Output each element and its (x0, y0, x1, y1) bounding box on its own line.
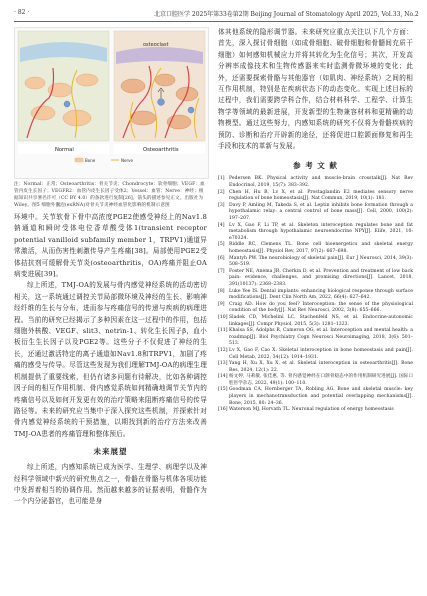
references-title: 参 考 文 献 (293, 161, 338, 171)
reference-number: [7] (218, 268, 225, 274)
reference-item (218, 328, 413, 348)
figure-illustration (15, 28, 208, 178)
right-column (218, 27, 413, 414)
reference-number: [9] (218, 301, 225, 307)
reference-item (218, 190, 413, 203)
reference-text: 杨文婷, 马莉敏, 张佳惠, 等. 骨内感觉神经在口颌骨稳态中的作用机制研究进展[J]. 国际口腔医学杂志, 2022, 49(1): 100–110. (229, 374, 413, 386)
reference-text: Chen H, Hu B, Lv X, et al. Prostaglandin E2 mediates sensory nerve regulation of bone homeostasis[J]. Nat Commun, 2019, 10(1): 181. (229, 189, 413, 202)
reference-item (218, 387, 413, 407)
page-header (14, 9, 419, 20)
reference-item (218, 203, 413, 223)
reference-number: [6] (218, 255, 225, 261)
label-normal: Normal (55, 147, 74, 153)
reference-item (218, 256, 413, 269)
reference-text: Khalsa SS, Adolphs R, Cameron OG, et al. Interoception and mental health: a roadmap[J]. Biol Psychiatry Cogn Neurosci Neuroimaging, 2018, 3(6): 501–513. (229, 328, 413, 347)
body-paragraph: 综上所述，内感知系统已成为医学、生理学、病理学以及神经科学领域中新兴的研究焦点之一，骨骼在骨骼与机体各项功能中发挥着相当的协调作用。然而越来越多的证据表明，骨骼作为一个内分泌器官，也可能是身 (14, 463, 207, 506)
reference-item (218, 223, 413, 243)
figure-5 (14, 27, 209, 179)
reference-text: Mantyh PW. The neurobiology of skeletal pain[J]. Eur J Neurosci, 2014, 39(3): 508–519. (229, 255, 413, 268)
reference-number: [12] (218, 347, 228, 353)
reference-number: [3] (218, 202, 225, 208)
body-paragraph: 环境中。关节软骨下骨中高浓度PGE2使感受神经上的Nav1.8钠通道和瞬时受体电位香草酸受体1(transient receptor potential vanilloid subfamily member 1，TRPV1)通道异常激活，从而伤害性刺激传导产生疼痛[38]。局部使用PGE2受体拮抗剂可缓解骨关节炎(osteoarthritis，OA)疼痛并阻止OA病变进展[39]。 (14, 213, 207, 279)
section-title: 未来展望 (93, 447, 128, 457)
reference-item (218, 407, 413, 414)
reference-text: Foster NE, Anema JR, Cherkin D, et al. Prevention and treatment of low back pain: evidence, challenges, and promising directions[J]. Lancet, 2018, 391(10137): 2368–2383. (229, 268, 413, 287)
reference-text: Goodman CA, Hornberger TA, Robling AG. Bone and skeletal muscle: key players in mechanotransduction and potential overlapping mechanisms[J]. Bone, 2015, 80: 24–36. (229, 387, 413, 406)
reference-number: [2] (218, 189, 225, 195)
reference-item (218, 242, 413, 255)
label-osteoclast: osteoclast (143, 42, 169, 48)
reference-text: Davy P, Amling M, Takeda S, et al. Leptin inhibits bone formation through a hypothalamic relay: a central control of bone mass[J]. Cell, 2000, 100(2): 197–207. (229, 202, 413, 222)
reference-number: [1] (218, 176, 225, 182)
reference-text: Lv X, Gao F, Cao X. Skeletal interoception in bone homeostasis and pain[J]. Cell Metab, 2022, 34(12): 1914–1931. (229, 347, 413, 360)
reference-number: [15] (218, 387, 228, 393)
reference-text: Waterson MJ, Horvath TL. Neuronal regulation of energy homeostasis (229, 407, 394, 413)
legend-bone: Bone (85, 158, 96, 163)
reference-text: Riddle RC, Clemens TL. Bone cell bioenergetics and skeletal energy homeostasis[J]. Physiol Rev, 2017, 97(2): 667–698. (229, 242, 413, 254)
reference-text: Yang H, Xu X, Xu X, et al. Skeletal interoception in osteoarthritis[J]. Bone Res, 2024, 12(1): 22. (229, 361, 413, 373)
reference-item (218, 361, 413, 374)
reference-number: [14] (218, 374, 228, 380)
body-paragraph: 体其他系统的隐形调节器。未来研究应重点关注以下几个方面：首先，深入探讨骨细胞（如成骨细胞、破骨细胞和骨髓间充质干细胞）如何感知机械应力并将其转化为生化信号；其次，开发高分辨率成像技术和生物传感器来实时监测骨微环境的变化；此外，还需要探索骨骼与其他器官（如肌肉、神经系统）之间的相互作用机制，特别是在疾病状态下的动态变化。实现上述目标的过程中，我们需要跨学科合作，结合材料科学、工程学、计算生物学等领域的最新进展，开发新型的生物兼容材料和更精确的动物模型。通过这些努力，内感知系统的研究不仅将为骨骼疾病的预防、诊断和治疗开辟新的途径，还将促进口腔颌面修复和再生手段和技术的革新与发展。 (218, 28, 413, 151)
reference-item (218, 269, 413, 289)
reference-number: [13] (218, 361, 228, 367)
reference-item (218, 302, 413, 315)
reference-item (218, 176, 413, 189)
header-rule (14, 21, 413, 22)
legend-bone-swatch (75, 158, 83, 162)
references-list (218, 176, 413, 413)
reference-number: [16] (218, 407, 228, 413)
reference-number: [8] (218, 288, 225, 294)
left-column (14, 27, 207, 508)
reference-item (218, 315, 413, 328)
reference-number: [4] (218, 222, 225, 228)
reference-text: Luke Yee IS. Dental implants: enhancing biological response through surface modifications[J]. Dent Clin North Am, 2022, 66(4): 627–642. (229, 288, 413, 301)
reference-number: [10] (218, 314, 228, 320)
label-osteoarthritis: Osteoarthritis (143, 147, 179, 153)
reference-item (218, 289, 413, 302)
reference-text: Sladek CD, Michelini LC, Stachenfeld NS, et al. Endocrine-autonomic linkages[J]. Compr Physiol, 2015, 5(3): 1281–1323. (229, 314, 413, 327)
journal-title: 北京口腔医学 2025年第33卷第2期 Beijing Journal of Stomatology April 2025, Vol.33, No.2 (154, 11, 419, 18)
reference-text: Pedersen BK. Physical activity and muscle-brain crosstalk[J]. Nat Rev Endocrinol, 2019, 15(7): 383–392. (229, 176, 413, 189)
reference-item (218, 348, 413, 361)
reference-text: Lv X, Gao F, Li TP, et al. Skeleton interoception regulates bone and fat metabolism through hypothalamic neuroendocrine NPY[J]. Elife, 2021, 10: e70324. (229, 222, 413, 241)
reference-number: [11] (218, 328, 228, 334)
figure-caption: 注：Normal：正常；Osteoarthritis：骨关节炎；Chondrocyte：软骨细胞；VEGF：血管内皮生长因子；VEGFR2：血管内皮生长因子受体2；Vessel：血管；Nerve：神经；根据知识共享署名许可（CC BY 4.0）的条款进行复制[26]。箭头的描述参见正文。出版社为Wiley。图5 细胞外囊泡(exRNA)对骨关节炎神经血管化影响的机制示意图 (14, 182, 205, 208)
page-number: · 82 · (14, 9, 30, 16)
reference-item (218, 374, 413, 387)
reference-text: Craig AD. How do you feel? Interoception: the sense of the physiological condition of the body[J]. Nat Rev Neurosci, 2002, 3(8): 655–666. (229, 301, 413, 314)
body-paragraph: 综上所述，TMJ-OA的发展与骨内感觉神经系统的活动密切相关，这一系统通过调控关节局部微环境及神经的生长、影响神经纤维的生长与分布，进而参与疼痛信号的传递与疾病的病理进程。当前的研究已经揭示了多种因素在这一过程中的作用，包括细胞外核酸、VEGF、slit3、netrin-1、转化生长因子β，血小板衍生生长因子以及PGE2等。这些分子不仅促进了神经的生长，还通过激活特定的离子通道如Nav1.8和TRPV1，加剧了疼痛的感受与传导。尽管这些发现为我们理解TMJ-OA的病理生理机制提供了重要线索，但仍有诸多问题有待解决，比如各种调控因子间的相互作用机制、骨内感觉系统如何精确地调节关节内的疼痛信号以及如何开发更有效的治疗策略来阻断疼痛信号的传导路径等。未来的研究应当集中于深入探究这些机制，并探索针对骨内感觉神经系统的干预措施，以期找到新的治疗方法来改善TMJ-OA患者的疼痛管理和整体预后。 (14, 281, 207, 438)
legend-nerve: Nerve (121, 158, 133, 163)
reference-number: [5] (218, 242, 225, 248)
